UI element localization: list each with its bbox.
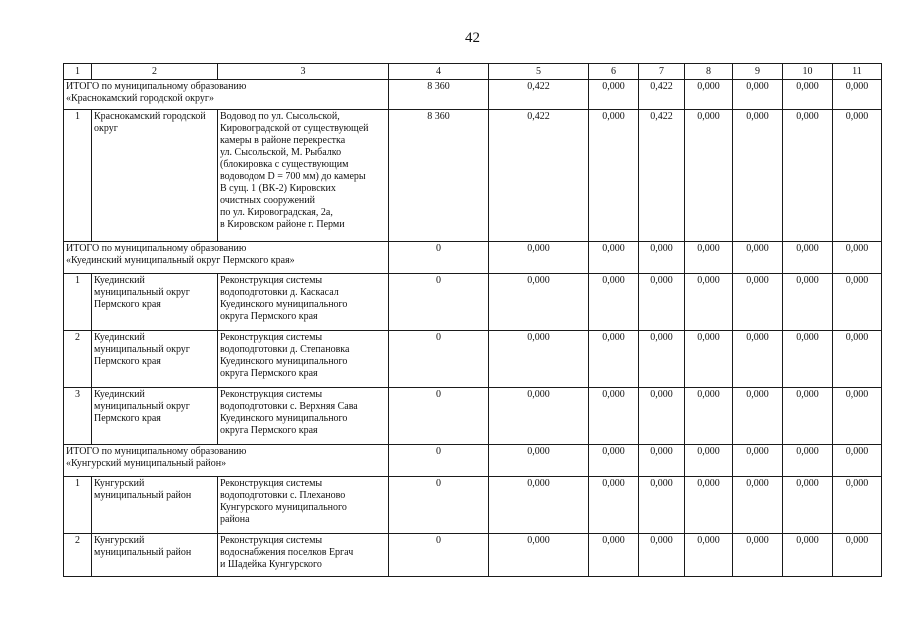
value-cell: 0,422: [489, 110, 589, 242]
table-row: [64, 331, 882, 388]
table-row: [64, 388, 882, 445]
column-number-7: 7: [639, 64, 685, 80]
column-number-6: 6: [589, 64, 639, 80]
value-cell: 0,000: [833, 110, 882, 242]
value-cell: 0: [389, 331, 489, 388]
column-number-10: 10: [783, 64, 833, 80]
column-number-8: 8: [685, 64, 733, 80]
value-cell: 0,422: [639, 110, 685, 242]
value-cell: 0,000: [685, 388, 733, 445]
value-cell: 0,000: [489, 388, 589, 445]
value-cell: 0: [389, 445, 489, 477]
value-cell: 0,000: [685, 534, 733, 577]
value-cell: 0,000: [733, 80, 783, 110]
value-cell: 0,000: [833, 242, 882, 274]
value-cell: 0,000: [489, 274, 589, 331]
value-cell: 0,000: [489, 445, 589, 477]
row-index: 3: [64, 388, 92, 445]
value-cell: 0,000: [639, 445, 685, 477]
column-number-1: 1: [64, 64, 92, 80]
municipality-cell: Куединский муниципальный округ Пермского края: [92, 388, 218, 445]
municipality-cell: Кунгурский муниципальный район: [92, 534, 218, 577]
column-number-2: 2: [92, 64, 218, 80]
value-cell: 0: [389, 242, 489, 274]
value-cell: 8 360: [389, 80, 489, 110]
total-row: [64, 242, 882, 274]
total-label: ИТОГО по муниципальному образованию «Кунгурский муниципальный район»: [64, 445, 389, 477]
object-description-cell: Реконструкция системы водоподготовки с. Верхняя Сава Куединского муниципального округа Пермского края: [218, 388, 389, 445]
value-cell: 0,000: [783, 445, 833, 477]
value-cell: 0,000: [733, 534, 783, 577]
object-description-cell: Реконструкция системы водоснабжения поселков Ергач и Шадейка Кунгурского: [218, 534, 389, 577]
column-number-11: 11: [833, 64, 882, 80]
value-cell: 0,000: [489, 331, 589, 388]
row-index: 1: [64, 274, 92, 331]
value-cell: 0,000: [685, 242, 733, 274]
value-cell: 0,422: [639, 80, 685, 110]
table-row: [64, 534, 882, 577]
value-cell: 0,000: [783, 388, 833, 445]
column-number-9: 9: [733, 64, 783, 80]
value-cell: 0,000: [733, 445, 783, 477]
object-description-cell: Реконструкция системы водоподготовки д. Каскасал Куединского муниципального округа Пермского края: [218, 274, 389, 331]
total-label: ИТОГО по муниципальному образованию «Краснокамский городской округ»: [64, 80, 389, 110]
row-index: 1: [64, 477, 92, 534]
value-cell: 0,000: [783, 110, 833, 242]
table-body: [64, 64, 882, 577]
value-cell: 0,000: [589, 110, 639, 242]
value-cell: 0,000: [833, 445, 882, 477]
value-cell: 0,000: [833, 534, 882, 577]
value-cell: 0,000: [685, 110, 733, 242]
value-cell: 0,000: [489, 534, 589, 577]
value-cell: 0: [389, 477, 489, 534]
value-cell: 0,000: [589, 388, 639, 445]
value-cell: 0,000: [783, 534, 833, 577]
value-cell: 0,000: [833, 388, 882, 445]
value-cell: 0,000: [639, 242, 685, 274]
municipality-cell: Краснокамский городской округ: [92, 110, 218, 242]
municipality-cell: Куединский муниципальный округ Пермского края: [92, 331, 218, 388]
value-cell: 0,000: [489, 242, 589, 274]
value-cell: 0,000: [733, 274, 783, 331]
value-cell: 0,000: [589, 331, 639, 388]
value-cell: 0,000: [783, 274, 833, 331]
object-description-cell: Реконструкция системы водоподготовки д. Степановка Куединского муниципального округа Пермского края: [218, 331, 389, 388]
value-cell: 0,000: [589, 80, 639, 110]
table-row: [64, 110, 882, 242]
value-cell: 0,000: [589, 274, 639, 331]
value-cell: 0,000: [733, 242, 783, 274]
municipality-cell: Кунгурский муниципальный район: [92, 477, 218, 534]
value-cell: 8 360: [389, 110, 489, 242]
value-cell: 0,000: [833, 80, 882, 110]
value-cell: 0,000: [685, 274, 733, 331]
value-cell: 0,000: [783, 242, 833, 274]
value-cell: 0,000: [589, 242, 639, 274]
value-cell: 0,000: [685, 331, 733, 388]
page-number: 42: [465, 30, 480, 46]
value-cell: 0,000: [685, 80, 733, 110]
value-cell: 0,000: [733, 110, 783, 242]
table-row: [64, 477, 882, 534]
municipality-cell: Куединский муниципальный округ Пермского края: [92, 274, 218, 331]
value-cell: 0,000: [589, 477, 639, 534]
value-cell: 0,000: [489, 477, 589, 534]
program-table: [63, 63, 882, 577]
row-index: 2: [64, 534, 92, 577]
value-cell: 0,000: [733, 331, 783, 388]
value-cell: 0: [389, 534, 489, 577]
value-cell: 0: [389, 388, 489, 445]
value-cell: 0,000: [639, 331, 685, 388]
total-row: [64, 445, 882, 477]
value-cell: 0,000: [639, 274, 685, 331]
value-cell: 0,000: [833, 477, 882, 534]
value-cell: 0,000: [783, 331, 833, 388]
value-cell: 0,422: [489, 80, 589, 110]
total-row: [64, 80, 882, 110]
row-index: 2: [64, 331, 92, 388]
value-cell: 0,000: [639, 477, 685, 534]
value-cell: 0,000: [639, 388, 685, 445]
row-index: 1: [64, 110, 92, 242]
value-cell: 0,000: [589, 534, 639, 577]
total-label: ИТОГО по муниципальному образованию «Куединский муниципальный округ Пермского края»: [64, 242, 389, 274]
value-cell: 0,000: [783, 80, 833, 110]
value-cell: 0,000: [639, 534, 685, 577]
object-description-cell: Реконструкция системы водоподготовки с. Плеханово Кунгурского муниципального района: [218, 477, 389, 534]
object-description-cell: Водовод по ул. Сысольской, Кировоградской от существующей камеры в районе перекрестка ул. Сысольской, М. Рыбалко (блокировка с существующим водоводом D = 700 мм) до камеры В сущ. 1 (ВК-2) Кировских очистных сооружений по ул. Кировоградская, 2а, в Кировском районе г. Перми: [218, 110, 389, 242]
value-cell: 0: [389, 274, 489, 331]
value-cell: 0,000: [685, 477, 733, 534]
table-row: [64, 274, 882, 331]
column-number-3: 3: [218, 64, 389, 80]
value-cell: 0,000: [833, 331, 882, 388]
column-number-5: 5: [489, 64, 589, 80]
value-cell: 0,000: [733, 477, 783, 534]
value-cell: 0,000: [589, 445, 639, 477]
value-cell: 0,000: [733, 388, 783, 445]
column-number-4: 4: [389, 64, 489, 80]
column-number-row: [64, 64, 882, 80]
value-cell: 0,000: [685, 445, 733, 477]
value-cell: 0,000: [833, 274, 882, 331]
value-cell: 0,000: [783, 477, 833, 534]
